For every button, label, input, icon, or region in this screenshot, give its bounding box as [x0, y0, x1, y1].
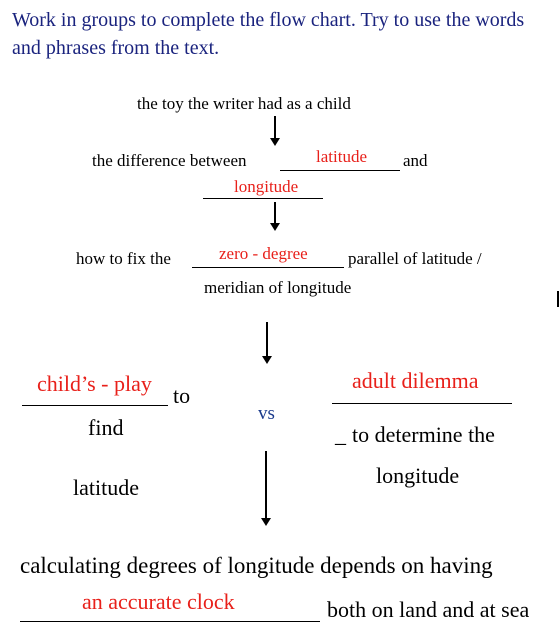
answer-latitude: latitude [316, 147, 367, 166]
blank-adult-dilemma [332, 403, 512, 404]
step-difference-and: and [403, 151, 428, 170]
compare-left-find: find [88, 415, 124, 440]
answer-accurate-clock: an accurate clock [82, 589, 235, 614]
conclusion-suffix: both on land and at sea [327, 597, 530, 622]
step-fix-suffix-1: parallel of latitude / [348, 249, 482, 268]
arrow-down-3 [266, 322, 268, 357]
compare-right-line1: to determine the [352, 422, 495, 447]
arrow-down-1 [274, 116, 276, 139]
answer-zero-degree: zero - degree [219, 244, 308, 263]
step-difference-prefix: the difference between [92, 151, 247, 170]
blank-accurate-clock [20, 621, 320, 622]
arrow-down-4 [265, 451, 267, 519]
blank-latitude [280, 170, 400, 171]
compare-left-to: to [173, 383, 191, 408]
step-fix-suffix-2: meridian of longitude [204, 278, 352, 297]
answer-childs-play: child’s - play [37, 371, 152, 396]
step-fix-prefix: how to fix the [76, 249, 171, 268]
conclusion-line1: calculating degrees of longitude depends on having [20, 553, 493, 578]
compare-left-latitude: latitude [73, 475, 139, 500]
compare-right-dash: _ [335, 422, 346, 447]
edge-mark [557, 291, 559, 307]
answer-longitude: longitude [234, 177, 299, 196]
step-toy: the toy the writer had as a child [137, 94, 351, 113]
blank-childs-play [22, 405, 168, 406]
compare-right-line2: longitude [376, 463, 460, 488]
answer-adult-dilemma: adult dilemma [352, 368, 479, 393]
vs-label: vs [258, 403, 275, 424]
blank-zero-degree [192, 267, 344, 268]
arrow-down-2 [274, 202, 276, 224]
blank-longitude [203, 198, 323, 199]
instruction-text: Work in groups to complete the flow chart. Try to use the words and phrases from the text. [12, 9, 525, 59]
